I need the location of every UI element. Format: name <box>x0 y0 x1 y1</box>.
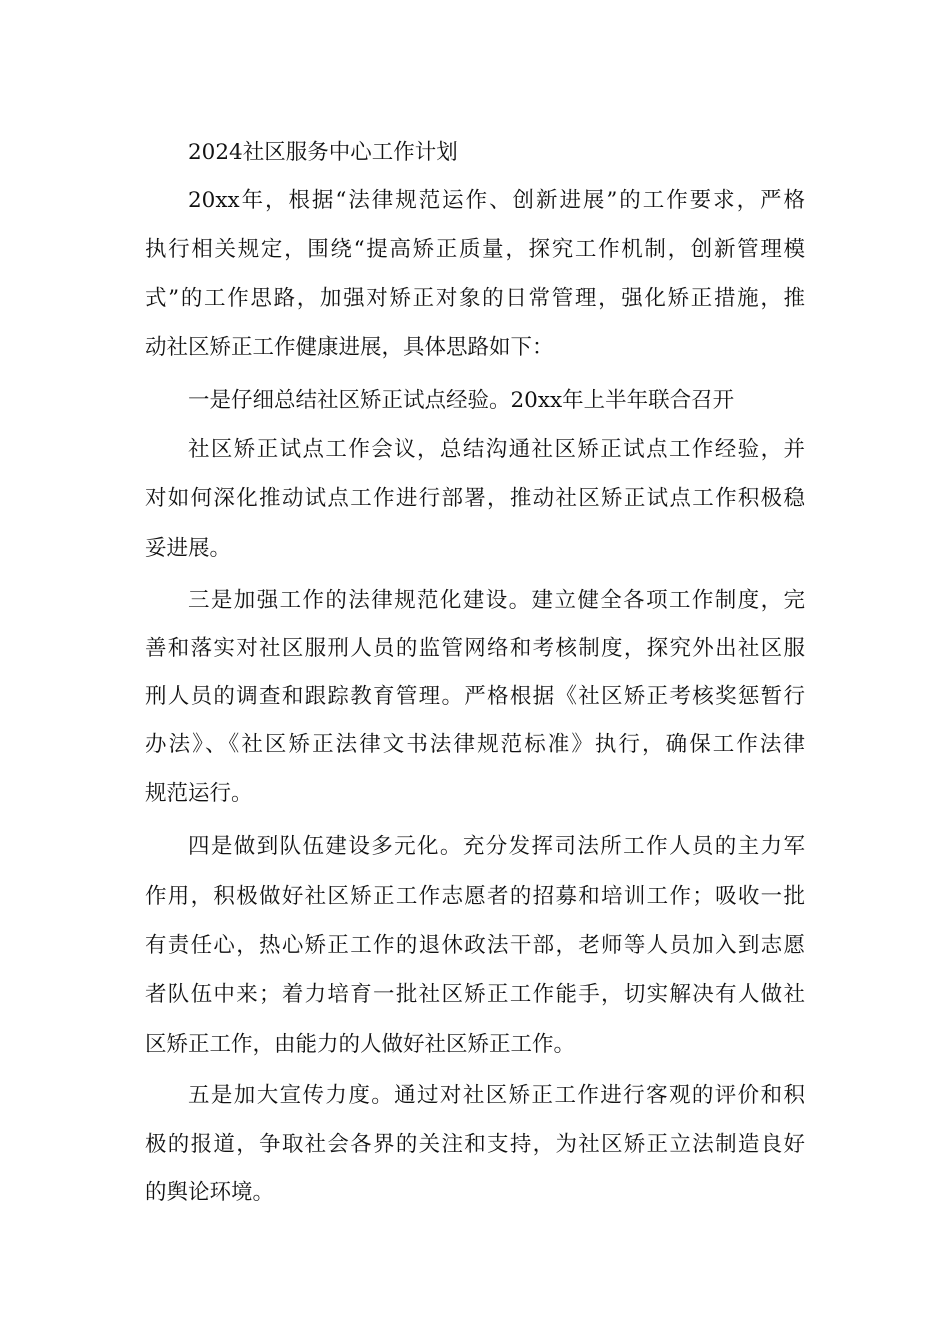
text-line: 执行相关规定，围绕“提高矫正质量，探究工作机制，创新管理模 <box>145 237 805 262</box>
text-line: 区矫正工作，由能力的人做好社区矫正工作。 <box>145 1032 576 1057</box>
text-line: 极的报道，争取社会各界的关注和支持，为社区矫正立法制造良好 <box>145 1132 805 1157</box>
text-line: 妥进展。 <box>145 536 232 561</box>
text-line: 式”的工作思路，加强对矫正对象的日常管理，强化矫正措施，推 <box>145 286 805 311</box>
text-line: 对如何深化推动试点工作进行部署，推动社区矫正试点工作积极稳 <box>145 486 805 511</box>
text-line: 有责任心，热心矫正工作的退休政法干部，老师等人员加入到志愿 <box>145 933 805 958</box>
text-line: 的舆论环境。 <box>145 1180 275 1205</box>
text-line: 者队伍中来；着力培育一批社区矫正工作能手，切实解决有人做社 <box>145 982 805 1007</box>
text-line: 规范运行。 <box>145 781 253 806</box>
text-line: 四是做到队伍建设多元化。充分发挥司法所工作人员的主力军 <box>188 834 805 859</box>
text-line: 善和落实对社区服刑人员的监管网络和考核制度，探究外出社区服 <box>145 636 805 661</box>
text-line: 作用，积极做好社区矫正工作志愿者的招募和培训工作；吸收一批 <box>145 884 805 909</box>
document-title: 2024社区服务中心工作计划 <box>188 140 458 165</box>
text-line: 三是加强工作的法律规范化建设。建立健全各项工作制度，完 <box>188 588 805 613</box>
text-line: 五是加大宣传力度。通过对社区矫正工作进行客观的评价和积 <box>188 1083 805 1108</box>
text-line: 20xx年，根据“法律规范运作、创新进展”的工作要求，严格 <box>188 188 805 213</box>
text-line: 社区矫正试点工作会议，总结沟通社区矫正试点工作经验，并 <box>188 437 805 462</box>
text-line: 一是仔细总结社区矫正试点经验。20xx年上半年联合召开 <box>188 388 735 413</box>
text-line: 办法》、《社区矫正法律文书法律规范标准》执行，确保工作法律 <box>145 732 805 757</box>
text-line: 刑人员的调查和跟踪教育管理。严格根据《社区矫正考核奖惩暂行 <box>145 684 805 709</box>
text-line: 动社区矫正工作健康进展，具体思路如下： <box>145 335 554 360</box>
